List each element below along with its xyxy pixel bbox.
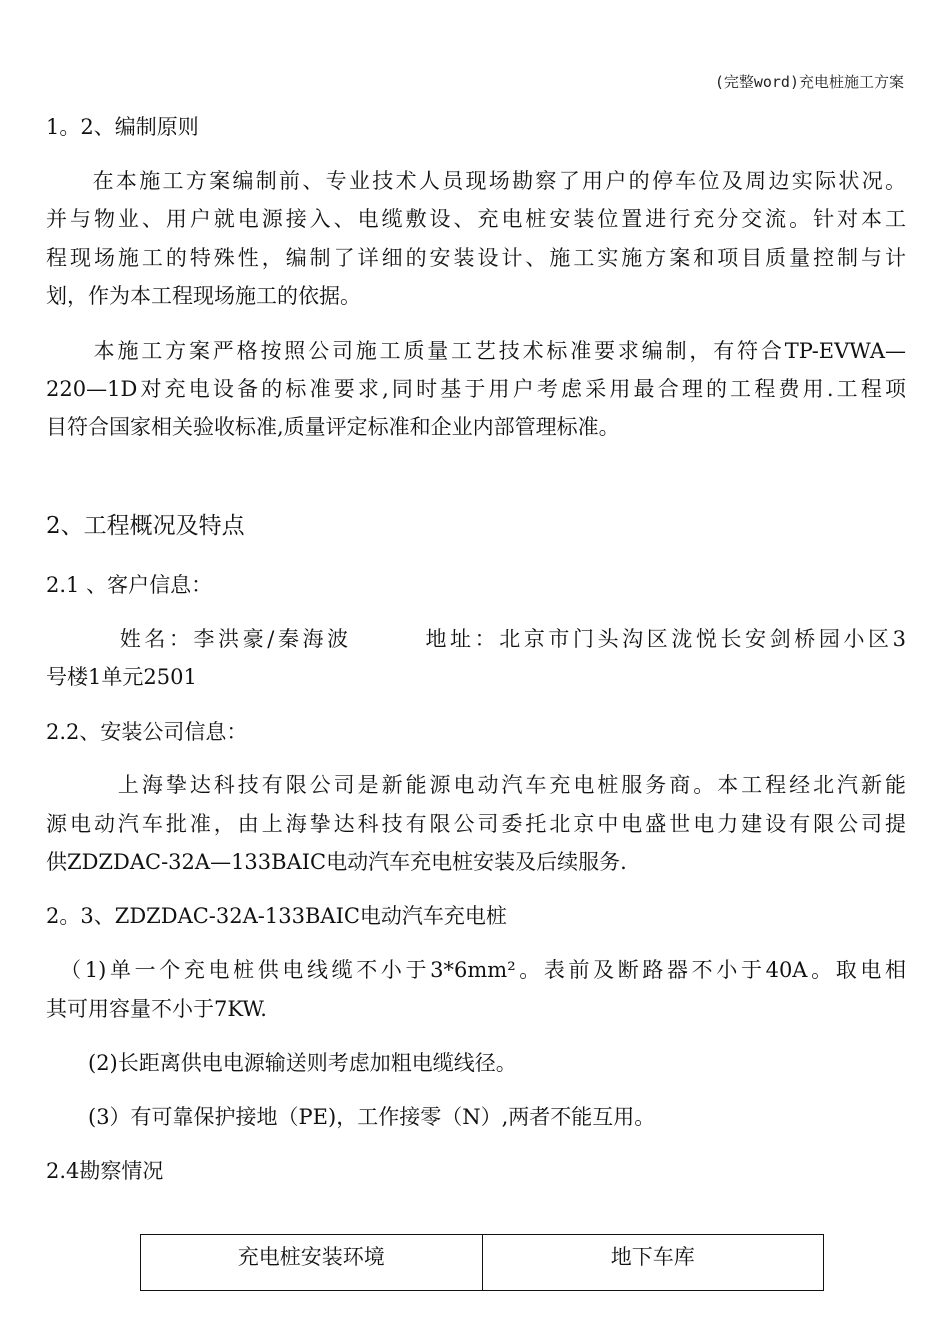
section-2-2-heading: 2.2、安装公司信息： (46, 720, 248, 744)
page-header: (完整word)充电桩施工方案 (714, 73, 904, 91)
section-2-4-heading: 2.4勘察情况 (46, 1159, 164, 1183)
table-cell-value: 地下车库 (482, 1235, 824, 1291)
survey-table (140, 1234, 824, 1291)
company-info-line-1: 上海挚达科技有限公司是新能源电动汽车充电桩服务商。本工程经北汽新能 (46, 773, 906, 797)
section-2-1-heading: 2.1 、客户信息： (46, 573, 213, 597)
item-3: (3）有可靠保护接地（PE)，工作接零（N）,两者不能互用。 (46, 1105, 656, 1129)
customer-info-line-1: 姓名：李洪豪/秦海波 地址：北京市门头沟区泷悦长安剑桥园小区3 (46, 627, 906, 651)
para2-line-2: 220—1D对充电设备的标准要求,同时基于用户考虑采用最合理的工程费用.工程项 (46, 377, 906, 401)
item-1-line-1: （1)单一个充电桩供电线缆不小于3*6mm²。表前及断路器不小于40A。取电相 (46, 958, 906, 982)
para1-line-2: 并与物业、用户就电源接入、电缆敷设、充电桩安装位置进行充分交流。针对本工 (46, 207, 906, 231)
para1-line-4: 划，作为本工程现场施工的依据。 (46, 284, 361, 308)
table-cell-label: 充电桩安装环境 (141, 1235, 483, 1291)
table-row (141, 1235, 824, 1291)
item-1-line-2: 其可用容量不小于7KW. (46, 997, 267, 1021)
company-info-line-2: 源电动汽车批准，由上海挚达科技有限公司委托北京中电盛世电力建设有限公司提 (46, 812, 906, 836)
section-1-2-heading: 1。2、编制原则 (46, 115, 199, 139)
para2-line-3: 目符合国家相关验收标准,质量评定标准和企业内部管理标准。 (46, 415, 620, 439)
section-2-3-heading: 2。3、ZDZDAC-32A-133BAIC电动汽车充电桩 (46, 904, 507, 928)
section-2-heading: 2、工程概况及特点 (46, 513, 245, 539)
para2-line-1: 本施工方案严格按照公司施工质量工艺技术标准要求编制，有符合TP-EVWA— (46, 339, 906, 363)
customer-info-line-2: 号楼1单元2501 (46, 665, 197, 689)
item-2: (2)长距离供电电源输送则考虑加粗电缆线径。 (46, 1051, 517, 1075)
company-info-line-3: 供ZDZDAC-32A—133BAIC电动汽车充电桩安装及后续服务. (46, 850, 627, 874)
para1-line-3: 程现场施工的特殊性，编制了详细的安装设计、施工实施方案和项目质量控制与计 (46, 246, 906, 270)
para1-line-1: 在本施工方案编制前、专业技术人员现场勘察了用户的停车位及周边实际状况。 (46, 169, 906, 193)
